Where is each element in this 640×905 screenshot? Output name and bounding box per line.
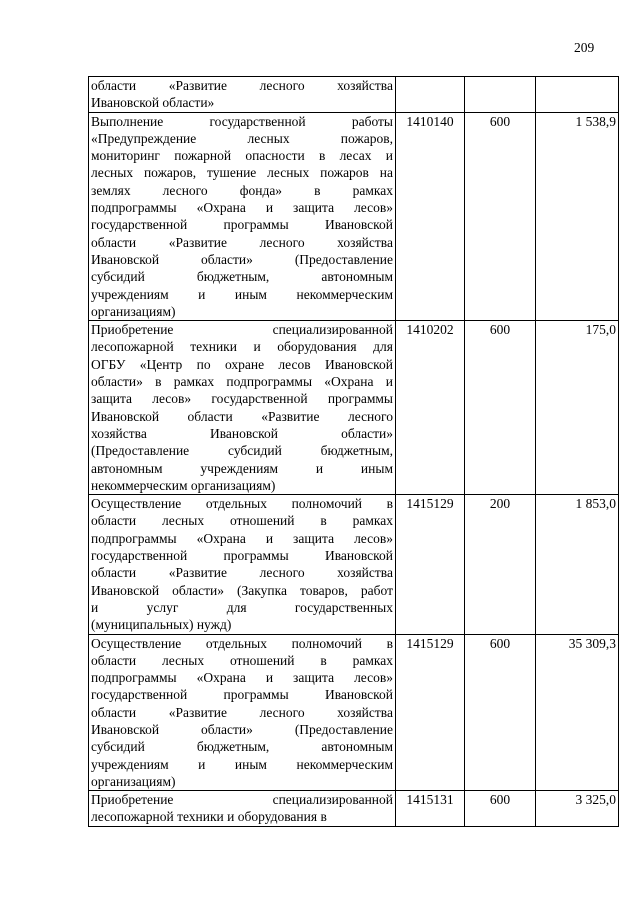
description-line: лесопожарной техники и оборудования в: [91, 809, 327, 825]
description-line: «Предупреждение лесных пожаров,: [91, 130, 393, 146]
row-expense-type: 200: [465, 495, 536, 634]
description-line: лесопожарной техники и оборудования для: [91, 339, 393, 355]
table-row: [89, 77, 619, 113]
description-line: субсидий бюджетным, автономным: [91, 269, 393, 285]
description-line: Ивановской области «Развитие лесного: [91, 408, 393, 424]
row-amount: 35 309,3: [536, 634, 619, 791]
row-description: [89, 321, 396, 495]
row-code: 1415129: [396, 495, 465, 634]
description-line: ОГБУ «Центр по охране лесов Ивановской: [91, 356, 393, 372]
description-line: подпрограммы «Охрана и защита лесов»: [91, 200, 393, 216]
row-description: [89, 791, 396, 827]
row-amount: 1 538,9: [536, 112, 619, 321]
description-line: лесных пожаров, тушение лесных пожаров на: [91, 165, 393, 181]
table-row: [89, 791, 619, 827]
row-expense-type: 600: [465, 791, 536, 827]
description-line: области «Развитие лесного хозяйства: [91, 565, 393, 581]
description-line: мониторинг пожарной опасности в лесах и: [91, 148, 393, 164]
description-line: (Предоставление субсидий бюджетным,: [91, 443, 393, 459]
row-expense-type: 600: [465, 634, 536, 791]
row-amount: 175,0: [536, 321, 619, 495]
description-line: Ивановской области» (Закупка товаров, работ: [91, 582, 393, 598]
description-line: подпрограммы «Охрана и защита лесов»: [91, 670, 393, 686]
description-line: Ивановской области» (Предоставление: [91, 721, 393, 737]
description-line: области «Развитие лесного хозяйства: [91, 234, 393, 250]
description-line: субсидий бюджетным, автономным: [91, 739, 393, 755]
description-line: государственной программы Ивановской: [91, 548, 393, 564]
row-code: [396, 77, 465, 113]
page-number: 209: [574, 40, 595, 55]
description-line: Ивановской области» (Предоставление: [91, 251, 393, 267]
budget-table: [88, 76, 619, 827]
row-description: [89, 77, 396, 113]
description-line: области «Развитие лесного хозяйства: [91, 78, 393, 93]
table-row: [89, 634, 619, 791]
description-line: государственной программы Ивановской: [91, 217, 393, 233]
table-row: [89, 321, 619, 495]
row-amount: 1 853,0: [536, 495, 619, 634]
row-code: 1415129: [396, 634, 465, 791]
description-line: некоммерческим организациям): [91, 477, 276, 493]
row-expense-type: 600: [465, 321, 536, 495]
row-expense-type: 600: [465, 112, 536, 321]
row-code: 1415131: [396, 791, 465, 827]
row-code: 1410140: [396, 112, 465, 321]
row-amount: [536, 77, 619, 113]
table-row: [89, 495, 619, 634]
row-code: 1410202: [396, 321, 465, 495]
description-line: автономным учреждениям и иным: [91, 460, 393, 476]
table-row: [89, 112, 619, 321]
description-line: Ивановской области»: [91, 95, 215, 111]
row-description: [89, 495, 396, 634]
description-line: организациям): [91, 303, 176, 319]
description-line: государственной программы Ивановской: [91, 687, 393, 703]
description-line: землях лесного фонда» в рамках: [91, 182, 393, 198]
row-amount: 3 325,0: [536, 791, 619, 827]
description-line: Осуществление отдельных полномочий в: [91, 635, 393, 651]
description-line: Выполнение государственной работы: [91, 113, 393, 129]
description-line: учреждениям и иным некоммерческим: [91, 756, 393, 772]
description-line: и услуг для государственных: [91, 599, 393, 615]
row-description: [89, 112, 396, 321]
row-expense-type: [465, 77, 536, 113]
description-line: области лесных отношений в рамках: [91, 513, 393, 529]
description-line: Осуществление отдельных полномочий в: [91, 496, 393, 512]
description-line: (муниципальных) нужд): [91, 617, 232, 633]
description-line: защита лесов» государственной программы: [91, 391, 393, 407]
description-line: подпрограммы «Охрана и защита лесов»: [91, 530, 393, 546]
description-line: Приобретение специализированной: [91, 792, 393, 808]
row-description: [89, 634, 396, 791]
description-line: Приобретение специализированной: [91, 322, 393, 338]
description-line: организациям): [91, 773, 176, 789]
description-line: учреждениям и иным некоммерческим: [91, 286, 393, 302]
description-line: области» в рамках подпрограммы «Охрана и: [91, 374, 393, 390]
description-line: хозяйства Ивановской области»: [91, 425, 393, 441]
description-line: области лесных отношений в рамках: [91, 652, 393, 668]
description-line: области «Развитие лесного хозяйства: [91, 704, 393, 720]
